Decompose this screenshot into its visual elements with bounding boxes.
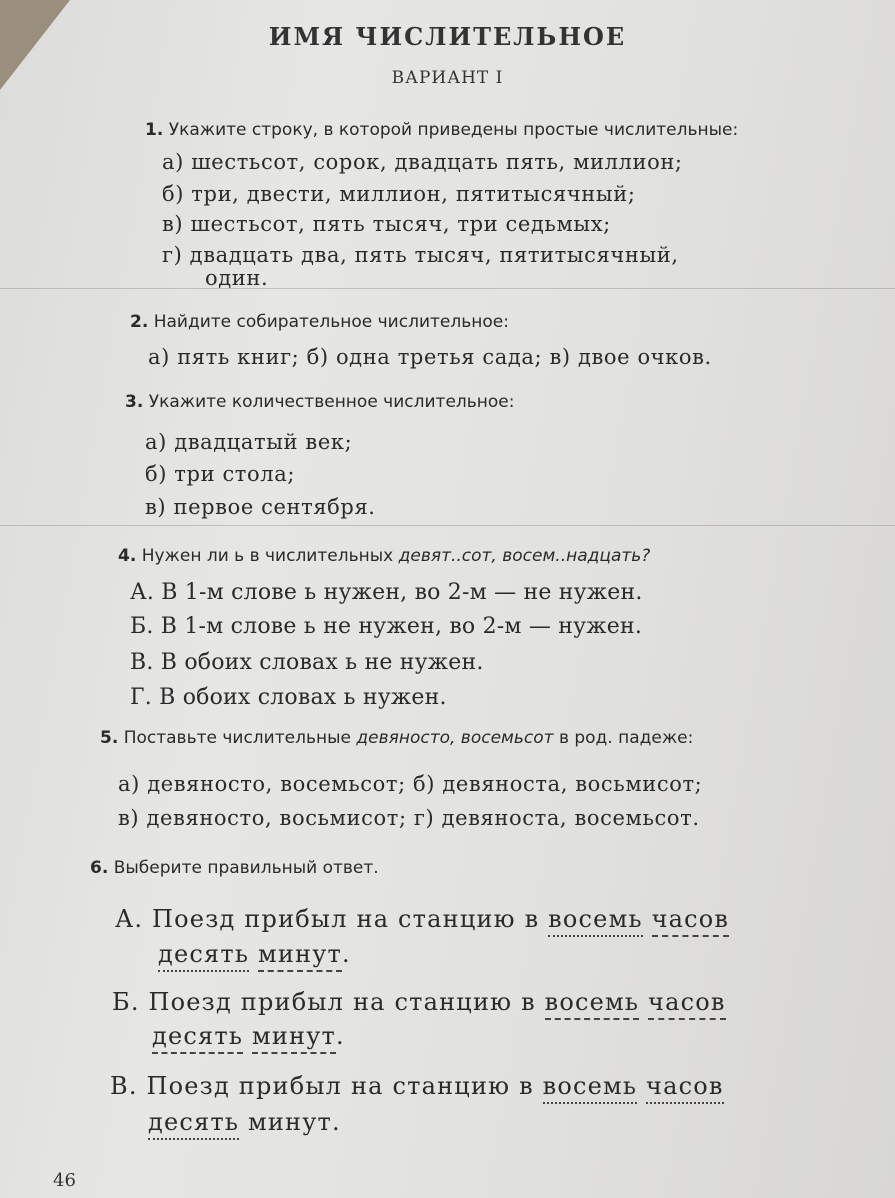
q1-option-g-cont: один.	[205, 266, 269, 290]
question-5	[100, 728, 693, 748]
underlined-word: часов	[652, 905, 730, 937]
q5-option-vg: в) девяносто, восьмисот; г) девяноста, восемьсот.	[118, 806, 700, 830]
question-1	[145, 120, 738, 140]
q6-option-a-cont	[158, 940, 351, 968]
underlined-word: десять	[158, 940, 249, 972]
q6-option-b	[112, 988, 726, 1016]
q6-option-v	[110, 1072, 724, 1100]
q6-option-a	[115, 905, 729, 933]
underlined-word: минут	[252, 1022, 336, 1054]
underlined-word: часов	[646, 1072, 724, 1104]
question-text: Найдите собирательное числительное:	[153, 312, 509, 332]
q1-option-a: а) шестьсот, сорок, двадцать пять, миллион;	[162, 150, 683, 174]
q1-option-b: б) три, двести, миллион, пятитысячный;	[162, 182, 636, 206]
question-number: 4.	[118, 546, 137, 566]
sentence-text: А. Поезд прибыл на станцию в	[115, 905, 540, 933]
underlined-word: восемь	[543, 1072, 638, 1104]
q4-option-g: Г. В обоих словах ь нужен.	[130, 685, 447, 710]
underlined-word: часов	[648, 988, 726, 1020]
question-3	[125, 392, 515, 412]
q3-option-a: а) двадцатый век;	[145, 430, 353, 454]
sentence-text: В. Поезд прибыл на станцию в	[110, 1072, 534, 1100]
question-italic-words: девяносто, восемьсот	[356, 728, 554, 748]
question-text-suffix: в род. падеже:	[558, 728, 694, 748]
question-italic-words: девят..сот, восем..надцать?	[398, 546, 651, 566]
question-number: 6.	[90, 858, 109, 878]
q1-option-g: г) двадцать два, пять тысяч, пятитысячный,	[162, 243, 679, 267]
question-number: 1.	[145, 120, 164, 140]
question-text: Поставьте числительные	[123, 728, 351, 748]
question-number: 2.	[130, 312, 149, 332]
question-6	[90, 858, 379, 878]
q5-option-ab: а) девяносто, восемьсот; б) девяноста, восьмисот;	[118, 772, 703, 796]
question-2	[130, 312, 509, 332]
underlined-word: восемь	[548, 905, 643, 937]
question-text: Выберите правильный ответ.	[113, 858, 379, 878]
sentence-end: .	[342, 940, 351, 968]
q1-option-v: в) шестьсот, пять тысяч, три седьмых;	[162, 212, 611, 236]
q4-option-b: Б. В 1-м слове ь не нужен, во 2-м — нужен.	[130, 614, 643, 639]
question-text: Нужен ли ь в числительных	[141, 546, 394, 566]
q6-option-v-cont	[148, 1108, 341, 1136]
question-number: 3.	[125, 392, 144, 412]
q6-option-b-cont	[152, 1022, 345, 1050]
q4-option-v: В. В обоих словах ь не нужен.	[130, 650, 484, 675]
sentence-text: Б. Поезд прибыл на станцию в	[112, 988, 536, 1016]
underlined-word: минут	[258, 940, 342, 972]
sentence-text: минут	[247, 1108, 333, 1136]
q2-options: а) пять книг; б) одна третья сада; в) двое очков.	[148, 345, 712, 369]
question-text: Укажите количественное числительное:	[148, 392, 515, 412]
paper-fold-line	[0, 525, 895, 526]
page-number: 46	[53, 1170, 76, 1191]
underlined-word: десять	[152, 1022, 243, 1054]
sentence-end: .	[332, 1108, 341, 1136]
q3-option-v: в) первое сентября.	[145, 495, 376, 519]
question-4	[118, 546, 650, 566]
underlined-word: десять	[148, 1108, 239, 1140]
underlined-word: восемь	[545, 988, 640, 1020]
question-text: Укажите строку, в которой приведены простые числительные:	[168, 120, 739, 140]
paper-fold-line	[0, 288, 895, 289]
variant-heading: ВАРИАНТ I	[391, 68, 504, 88]
sentence-end: .	[336, 1022, 345, 1050]
page-title: ИМЯ ЧИСЛИТЕЛЬНОЕ	[268, 22, 627, 51]
question-number: 5.	[100, 728, 119, 748]
q3-option-b: б) три стола;	[145, 462, 296, 486]
q4-option-a: А. В 1-м слове ь нужен, во 2-м — не нужен.	[130, 580, 643, 605]
